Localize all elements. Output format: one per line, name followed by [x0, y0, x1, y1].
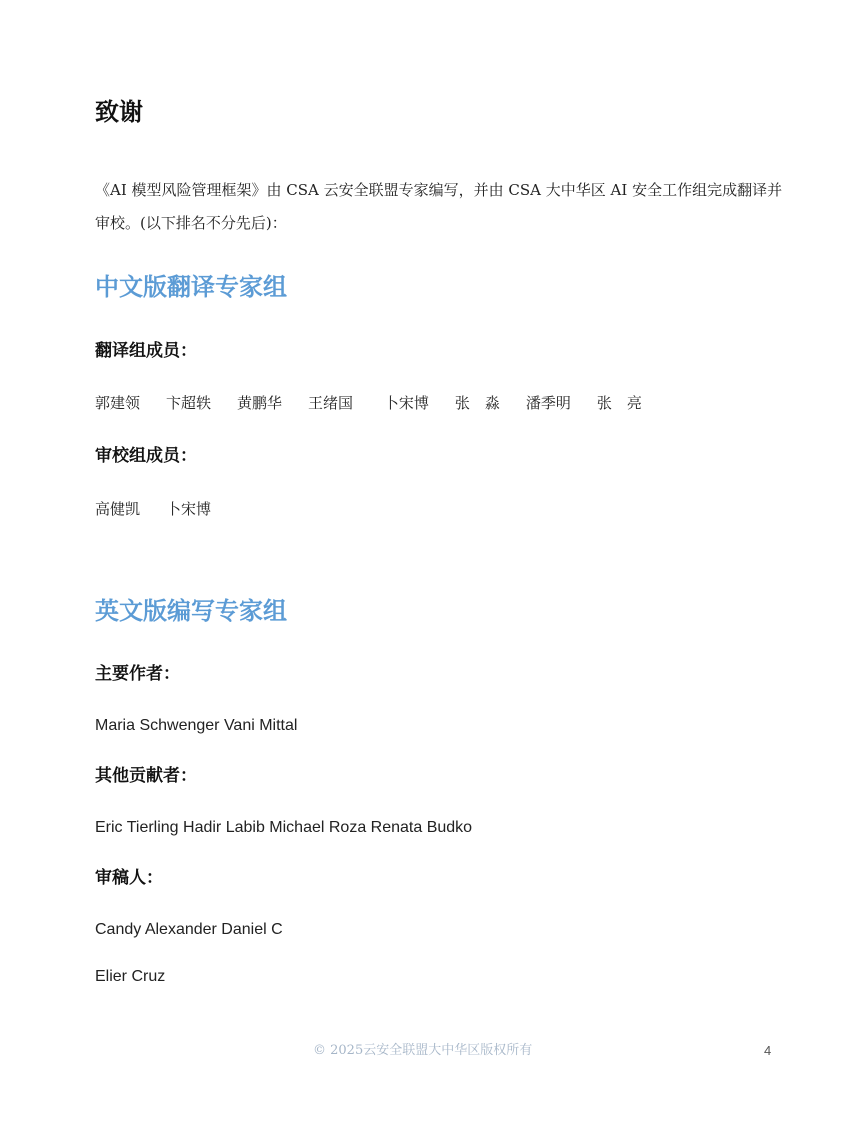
name-item: 卜宋博	[166, 500, 212, 518]
name-item: 黄鹏华	[237, 394, 283, 412]
cn-translators-label: 翻译组成员：	[95, 341, 197, 361]
cn-translators-list	[95, 391, 668, 415]
name-item: 王绪国	[308, 394, 354, 412]
cn-reviewers-list	[95, 497, 237, 521]
page-number: 4	[764, 1043, 772, 1058]
intro-paragraph: 《AI 模型风险管理框架》由 CSA 云安全联盟专家编写，并由 CSA 大中华区 AI 安全工作组完成翻译并审校。(以下排名不分先后)：	[95, 181, 783, 232]
cn-reviewers-label: 审校组成员：	[95, 446, 197, 466]
cn-group-heading: 中文版翻译专家组	[95, 273, 287, 301]
name-item: 张 淼	[454, 394, 500, 412]
name-item: 卜宋博	[379, 394, 429, 412]
en-reviewers-names-line1: Candy Alexander Daniel C	[95, 921, 283, 938]
en-group-heading: 英文版编写专家组	[95, 597, 287, 625]
name-item: 张 亮	[596, 394, 642, 412]
name-item: 郭建领	[95, 394, 141, 412]
page-footer	[0, 1040, 866, 1062]
en-contributors-names: Eric Tierling Hadir Labib Michael Roza Renata Budko	[95, 819, 473, 836]
name-item: 卞超轶	[166, 394, 212, 412]
en-reviewers-names-line2: Elier Cruz	[95, 968, 166, 985]
en-authors-names: Maria Schwenger Vani Mittal	[95, 717, 298, 734]
page-title: 致谢	[95, 98, 143, 126]
footer-copyright: © 2025云安全联盟大中华区版权所有	[313, 1043, 533, 1058]
name-item: 潘季明	[525, 394, 571, 412]
en-reviewers-label: 审稿人：	[95, 868, 163, 888]
name-item: 高健凯	[95, 500, 141, 518]
en-contributors-label: 其他贡献者：	[95, 766, 197, 786]
en-authors-label: 主要作者：	[95, 664, 180, 684]
